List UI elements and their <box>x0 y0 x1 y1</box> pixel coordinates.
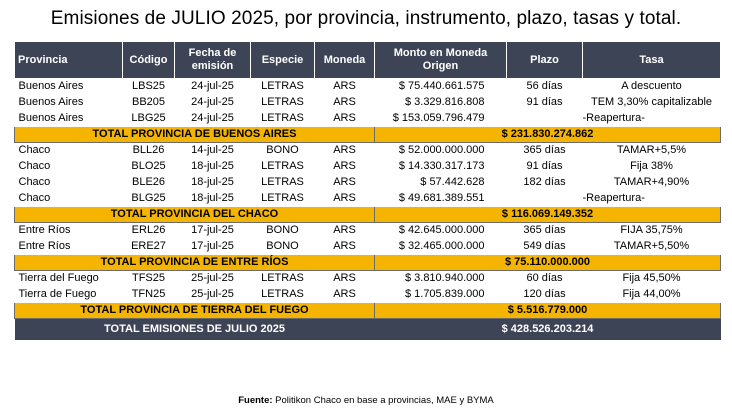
cell-fecha: 24-jul-25 <box>175 111 251 127</box>
header-tasa: Tasa <box>583 42 721 79</box>
province-total-value: $ 75.110.000.000 <box>375 255 721 271</box>
grand-total-row <box>15 319 721 341</box>
cell-moneda: ARS <box>315 191 375 207</box>
cell-codigo: ERL26 <box>123 223 175 239</box>
header-row <box>15 42 721 79</box>
cell-moneda: ARS <box>315 79 375 95</box>
cell-provincia: Chaco <box>15 143 123 159</box>
page-title: Emisiones de JULIO 2025, por provincia, instrumento, plazo, tasas y total. <box>50 8 682 29</box>
cell-codigo: BLO25 <box>123 159 175 175</box>
cell-plazo <box>507 111 583 127</box>
cell-moneda: ARS <box>315 239 375 255</box>
cell-moneda: ARS <box>315 95 375 111</box>
source-text: Politikon Chaco en base a provincias, MAE y BYMA <box>272 395 494 406</box>
cell-moneda: ARS <box>315 271 375 287</box>
cell-tasa: TEM 3,30% capitalizable <box>583 95 721 111</box>
cell-fecha: 24-jul-25 <box>175 95 251 111</box>
table-row <box>15 111 721 127</box>
cell-fecha: 17-jul-25 <box>175 223 251 239</box>
table-row <box>15 191 721 207</box>
cell-especie: LETRAS <box>251 79 315 95</box>
cell-especie: LETRAS <box>251 271 315 287</box>
cell-moneda: ARS <box>315 159 375 175</box>
cell-plazo: 182 días <box>507 175 583 191</box>
cell-fecha: 18-jul-25 <box>175 159 251 175</box>
cell-especie: LETRAS <box>251 95 315 111</box>
cell-plazo: 56 días <box>507 79 583 95</box>
cell-monto: $ 52.000.000.000 <box>375 143 507 159</box>
cell-plazo: 91 días <box>507 159 583 175</box>
cell-monto: $ 1.705.839.000 <box>375 287 507 303</box>
cell-codigo: LBG25 <box>123 111 175 127</box>
table-row <box>15 143 721 159</box>
cell-monto: $ 3.329.816.808 <box>375 95 507 111</box>
province-total-row <box>15 255 721 271</box>
cell-fecha: 25-jul-25 <box>175 271 251 287</box>
cell-monto: $ 57.442.628 <box>375 175 507 191</box>
province-total-value: $ 231.830.274.862 <box>375 127 721 143</box>
cell-especie: BONO <box>251 223 315 239</box>
cell-fecha: 24-jul-25 <box>175 79 251 95</box>
table-row <box>15 175 721 191</box>
cell-especie: LETRAS <box>251 159 315 175</box>
header-moneda: Moneda <box>315 42 375 79</box>
header-provincia: Provincia <box>15 42 123 79</box>
cell-provincia: Tierra del Fuego <box>15 271 123 287</box>
cell-provincia: Entre Ríos <box>15 239 123 255</box>
cell-especie: BONO <box>251 239 315 255</box>
source-label: Fuente: <box>238 395 273 406</box>
cell-provincia: Chaco <box>15 159 123 175</box>
table-row <box>15 95 721 111</box>
cell-moneda: ARS <box>315 175 375 191</box>
cell-tasa: -Reapertura- <box>583 191 721 207</box>
table-row <box>15 223 721 239</box>
cell-monto: $ 32.465.000.000 <box>375 239 507 255</box>
cell-tasa: TAMAR+5,50% <box>583 239 721 255</box>
cell-codigo: ERE27 <box>123 239 175 255</box>
cell-codigo: TFS25 <box>123 271 175 287</box>
cell-tasa: TAMAR+5,5% <box>583 143 721 159</box>
cell-plazo: 549 días <box>507 239 583 255</box>
grand-total-value: $ 428.526.203.214 <box>375 319 721 341</box>
cell-fecha: 18-jul-25 <box>175 175 251 191</box>
emissions-table <box>14 41 721 340</box>
province-total-label: TOTAL PROVINCIA DE TIERRA DEL FUEGO <box>15 303 375 319</box>
cell-provincia: Buenos Aires <box>15 111 123 127</box>
source-note <box>0 395 732 406</box>
cell-tasa: -Reapertura- <box>583 111 721 127</box>
cell-moneda: ARS <box>315 223 375 239</box>
cell-plazo: 365 días <box>507 223 583 239</box>
cell-monto: $ 75.440.661.575 <box>375 79 507 95</box>
cell-plazo: 60 días <box>507 271 583 287</box>
cell-especie: LETRAS <box>251 287 315 303</box>
cell-tasa: FIJA 35,75% <box>583 223 721 239</box>
cell-monto: $ 153.059.796.479 <box>375 111 507 127</box>
cell-provincia: Buenos Aires <box>15 95 123 111</box>
province-total-label: TOTAL PROVINCIA DEL CHACO <box>15 207 375 223</box>
header-plazo: Plazo <box>507 42 583 79</box>
cell-moneda: ARS <box>315 111 375 127</box>
cell-plazo <box>507 191 583 207</box>
cell-fecha: 14-jul-25 <box>175 143 251 159</box>
cell-monto: $ 14.330.317.173 <box>375 159 507 175</box>
cell-moneda: ARS <box>315 287 375 303</box>
cell-tasa: Fija 44,00% <box>583 287 721 303</box>
cell-tasa: Fija 45,50% <box>583 271 721 287</box>
cell-especie: LETRAS <box>251 111 315 127</box>
cell-codigo: BB205 <box>123 95 175 111</box>
cell-provincia: Chaco <box>15 175 123 191</box>
header-codigo: Código <box>123 42 175 79</box>
cell-moneda: ARS <box>315 143 375 159</box>
cell-tasa: Fija 38% <box>583 159 721 175</box>
table-body <box>15 79 721 341</box>
table-row <box>15 79 721 95</box>
cell-fecha: 17-jul-25 <box>175 239 251 255</box>
table-row <box>15 159 721 175</box>
cell-provincia: Entre Ríos <box>15 223 123 239</box>
cell-tasa: TAMAR+4,90% <box>583 175 721 191</box>
table-row <box>15 239 721 255</box>
header-monto: Monto en Moneda Origen <box>375 42 507 79</box>
cell-codigo: BLL26 <box>123 143 175 159</box>
cell-monto: $ 42.645.000.000 <box>375 223 507 239</box>
cell-provincia: Chaco <box>15 191 123 207</box>
cell-plazo: 91 días <box>507 95 583 111</box>
cell-provincia: Buenos Aires <box>15 79 123 95</box>
province-total-value: $ 5.516.779.000 <box>375 303 721 319</box>
cell-especie: BONO <box>251 143 315 159</box>
cell-plazo: 120 días <box>507 287 583 303</box>
cell-fecha: 25-jul-25 <box>175 287 251 303</box>
cell-monto: $ 3.810.940.000 <box>375 271 507 287</box>
province-total-row <box>15 127 721 143</box>
cell-provincia: Tierra de Fuego <box>15 287 123 303</box>
cell-especie: LETRAS <box>251 175 315 191</box>
cell-codigo: LBS25 <box>123 79 175 95</box>
province-total-label: TOTAL PROVINCIA DE ENTRE RÍOS <box>15 255 375 271</box>
cell-codigo: BLE26 <box>123 175 175 191</box>
cell-codigo: BLG25 <box>123 191 175 207</box>
cell-fecha: 18-jul-25 <box>175 191 251 207</box>
grand-total-label: TOTAL EMISIONES DE JULIO 2025 <box>15 319 375 341</box>
province-total-label: TOTAL PROVINCIA DE BUENOS AIRES <box>15 127 375 143</box>
table-row <box>15 271 721 287</box>
province-total-row <box>15 207 721 223</box>
province-total-row <box>15 303 721 319</box>
cell-tasa: A descuento <box>583 79 721 95</box>
cell-especie: LETRAS <box>251 191 315 207</box>
cell-codigo: TFN25 <box>123 287 175 303</box>
cell-plazo: 365 días <box>507 143 583 159</box>
header-fecha: Fecha de emisión <box>175 42 251 79</box>
cell-monto: $ 49.681.389.551 <box>375 191 507 207</box>
header-especie: Especie <box>251 42 315 79</box>
province-total-value: $ 116.069.149.352 <box>375 207 721 223</box>
table-row <box>15 287 721 303</box>
